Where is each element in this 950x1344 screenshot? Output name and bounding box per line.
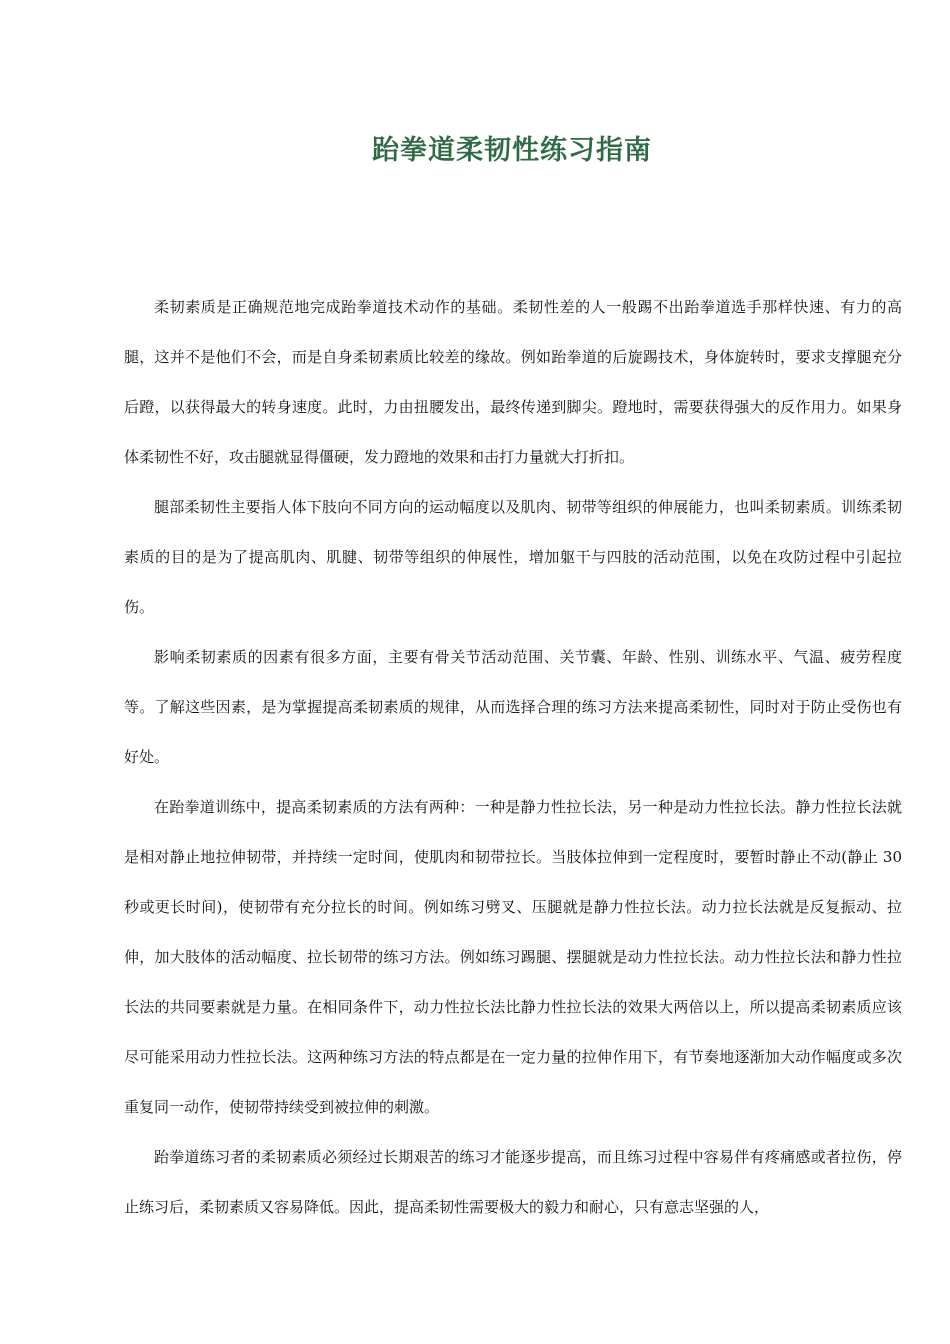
- document-title: 跆拳道柔韧性练习指南: [372, 135, 652, 166]
- paragraph-1: 柔韧素质是正确规范地完成跆拳道技术动作的基础。柔韧性差的人一般踢不出跆拳道选手那样快速、有力的高腿，这并不是他们不会，而是自身柔韧素质比较差的缘故。例如跆拳道的后旋踢技术，身体旋转时，要求支撑腿充分后蹬，以获得最大的转身速度。此时，力由扭腰发出，最终传递到脚尖。蹬地时，需要获得强大的反作用力。如果身体柔韧性不好，攻击腿就显得僵硬，发力蹬地的效果和击打力量就大打折扣。: [124, 298, 902, 466]
- paragraph-4: 在跆拳道训练中，提高柔韧素质的方法有两种：一种是静力性拉长法，另一种是动力性拉长法。静力性拉长法就是相对静止地拉伸韧带，并持续一定时间，使肌肉和韧带拉长。当肢体拉伸到一定程度时，要暂时静止不动(静止 30 秒或更长时间)，使韧带有充分拉长的时间。例如练习劈叉、压腿就是静力性拉长法。动力拉长法就是反复振动、拉伸，加大肢体的活动幅度、拉长韧带的练习方法。例如练习踢腿、摆腿就是动力性拉长法。动力性拉长法和静力性拉长法的共同要素就是力量。在相同条件下，动力性拉长法比静力性拉长法的效果大两倍以上，所以提高柔韧素质应该尽可能采用动力性拉长法。这两种练习方法的特点都是在一定力量的拉伸作用下，有节奏地逐渐加大动作幅度或多次重复同一动作，使韧带持续受到被拉伸的刺激。: [124, 798, 902, 1116]
- paragraph-2: 腿部柔韧性主要指人体下肢向不同方向的运动幅度以及肌肉、韧带等组织的伸展能力，也叫柔韧素质。训练柔韧素质的目的是为了提高肌肉、肌腱、韧带等组织的伸展性，增加躯干与四肢的活动范围，以免在攻防过程中引起拉伤。: [124, 498, 902, 616]
- paragraph-5: 跆拳道练习者的柔韧素质必须经过长期艰苦的练习才能逐步提高，而且练习过程中容易伴有疼痛感或者拉伤，停止练习后，柔韧素质又容易降低。因此，提高柔韧性需要极大的毅力和耐心，只有意志坚强的人，: [124, 1148, 902, 1216]
- paragraph-3: 影响柔韧素质的因素有很多方面，主要有骨关节活动范围、关节囊、年龄、性别、训练水平、气温、疲劳程度等。了解这些因素，是为掌握提高柔韧素质的规律，从而选择合理的练习方法来提高柔韧性，同时对于防止受伤也有好处。: [124, 648, 902, 766]
- document-body: [124, 282, 902, 1232]
